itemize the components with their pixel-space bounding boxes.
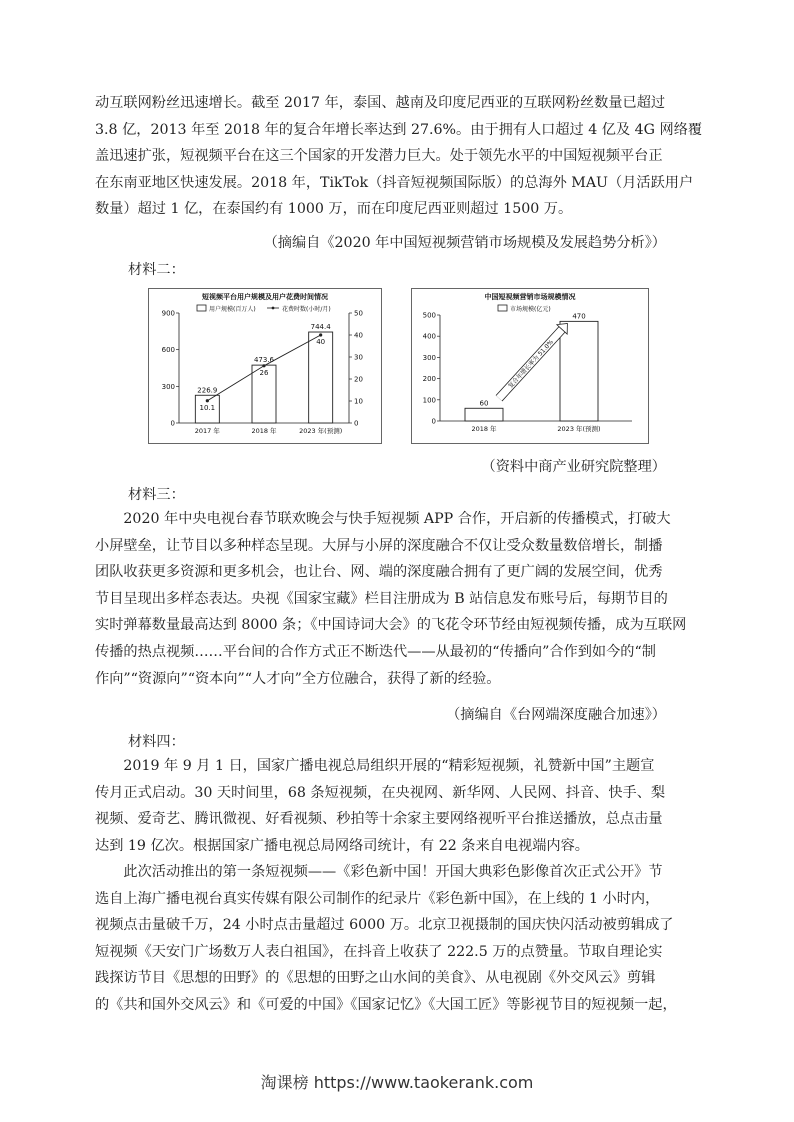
y-tick-label: 400 (422, 332, 436, 341)
legend-label-line: 花费时数(小时/月) (282, 306, 331, 313)
material4-paragraph-b (95, 859, 685, 1019)
legend-swatch-bar (197, 305, 206, 311)
x-tick-label: 2018 年 (471, 425, 497, 433)
left-tick-label: 0 (170, 419, 175, 428)
bar-value-label: 744.4 (310, 323, 331, 332)
y-tick-label: 0 (431, 417, 436, 426)
legend-swatch-bar (498, 305, 507, 311)
right-tick-label: 40 (354, 331, 363, 340)
y-tick-label: 100 (422, 396, 436, 405)
material4-line: 传月正式启动。30 天时间里，68 条短视频，在央视网、新华网、人民网、抖音、快手、梨 (95, 784, 666, 801)
material3-label: 材料三： (128, 487, 185, 503)
right-tick-label: 50 (354, 309, 363, 318)
material4-line: 达到 19 亿次。根据国家广播电视总局网络司统计，有 22 条来自电视端内容。 (95, 837, 589, 854)
intro-paragraph (95, 90, 703, 223)
x-tick-label: 2023 年(预测) (299, 427, 343, 435)
material3-line: 节目呈现出多样态表达。央视《国家宝藏》栏目注册成为 B 站信息发布账号后，每期节目的 (95, 590, 668, 607)
material4-line: 的《共和国外交风云》和《可爱的中国》《国家记忆》《大国工匠》等影视节目的短视频一起， (95, 996, 677, 1013)
chart-title: 短视频平台用户规模及用户花费时间情况 (202, 293, 328, 301)
bar (560, 321, 598, 421)
left-tick-label: 600 (161, 346, 175, 355)
left-tick-label: 900 (161, 309, 175, 318)
material3-line: 2020 年中央电视台春节联欢晚会与快手短视频 APP 合作，开启新的传播模式，打破大 (123, 511, 671, 527)
intro-line: 动互联网粉丝迅速增长。截至 2017 年，泰国、越南及印度尼西亚的互联网粉丝数量已超过 (95, 95, 666, 111)
material4-line: 此次活动推出的第一条短视频——《彩色新中国！开国大典彩色影像首次正式公开》节 (123, 864, 663, 880)
line-point (319, 333, 322, 336)
bar-value-label: 470 (572, 312, 586, 321)
bar-value-label: 226.9 (197, 386, 218, 395)
footer-watermark: 淘课榜 https://www.taokerank.com (260, 1073, 534, 1092)
material3-line: 传播的热点视频……平台间的合作方式正不断迭代——从最初的“传播向”合作到如今的“制 (95, 643, 656, 660)
material3-line: 团队收获更多资源和更多机会，也让台、网、端的深度融合拥有了更广阔的发展空间，优秀 (95, 564, 663, 581)
material2-source: （资料中商产业研究院整理） (481, 459, 666, 475)
right-tick-label: 10 (354, 397, 363, 406)
right-tick-label: 30 (354, 353, 363, 362)
material2-label: 材料二： (128, 262, 185, 278)
material3-paragraph (95, 506, 685, 692)
material4-line: 短视频《天安门广场数万人表白祖国》，在抖音上收获了 222.5 万的点赞量。节取自理论实 (95, 943, 663, 960)
material4-label: 材料四： (128, 734, 185, 750)
y-tick-label: 500 (422, 311, 436, 320)
intro-line: 盖迅速扩张，短视频平台在这三个国家的开发潜力巨大。处于领先水平的中国短视频平台正 (95, 148, 663, 165)
y-tick-label: 200 (422, 375, 436, 384)
intro-line: 3.8 亿，2013 年至 2018 年的复合年增长率达到 27.6%。由于拥有人口超过 4 亿及 4G 网络覆 (95, 121, 703, 138)
material4-line: 践探访节目《思想的田野》的《思想的田野之山水间的美食》、从电视剧《外交风云》剪辑 (95, 970, 656, 987)
intro-source: （摘编自《2020 年中国短视频营销市场规模及发展趋势分析》） (263, 235, 666, 251)
chart-user-scale (148, 288, 382, 444)
chart-market-scale-svg (412, 289, 648, 443)
legend-marker-line (272, 307, 275, 310)
legend-label-bar: 用户规模(百万人) (209, 306, 256, 313)
intro-line: 数量）超过 1 亿，在泰国约有 1000 万，而在印度尼西亚则超过 1500 万。 (95, 201, 573, 218)
material4-line: 视频点击量破千万，24 小时点击量超过 6000 万。北京卫视摄制的国庆快闪活动被剪辑成了 (95, 917, 674, 934)
material3-line: 实时弹幕数量最高达到 8000 条；《中国诗词大会》的飞花令环节经由短视频传播，成为互联网 (95, 617, 687, 634)
intro-line: 在东南亚地区快速发展。2018 年，TikTok（抖音短视频国际版）的总海外 MAU（月活跃用户 (95, 174, 694, 191)
line-point (206, 399, 209, 402)
growth-annotation: 复合年增长率为 51.0% (507, 338, 555, 390)
chart-user-scale-svg (149, 289, 381, 443)
material4-paragraph-a (95, 753, 685, 859)
right-tick-label: 0 (354, 419, 359, 428)
x-tick-label: 2018 年 (251, 427, 277, 435)
bar-value-label: 473.6 (253, 356, 275, 365)
line-value-label: 26 (259, 368, 269, 377)
left-tick-label: 300 (161, 382, 175, 391)
line-point (262, 364, 265, 367)
bar-value-label: 60 (479, 399, 489, 408)
y-tick-label: 300 (422, 353, 436, 362)
legend-label-bar: 市场规模(亿元) (510, 306, 551, 313)
chart-title: 中国短视频营销市场规模情况 (484, 293, 576, 301)
material4-line: 选自上海广播电视台真实传媒有限公司制作的纪录片《彩色新中国》，在上线的 1 小时内， (95, 890, 660, 907)
x-tick-label: 2017 年 (194, 427, 220, 435)
material3-source: （摘编自《台网端深度融合加速》） (446, 707, 666, 723)
chart-market-scale (411, 288, 649, 444)
line-value-label: 10.1 (199, 403, 216, 412)
material3-line: 小屏壁垒，让节目以多种样态呈现。大屏与小屏的深度融合不仅让受众数量数倍增长，制播 (95, 537, 663, 554)
material4-line: 2019 年 9 月 1 日，国家广播电视总局组织开展的“精彩短视频，礼赞新中国”主题宣 (123, 758, 655, 774)
bar (465, 408, 503, 421)
line-value-label: 40 (316, 338, 326, 346)
material3-line: 作向”“资源向”“资本向”“人才向”全方位融合，获得了新的经验。 (95, 670, 501, 687)
x-tick-label: 2023 年(预测) (557, 425, 601, 433)
right-tick-label: 20 (354, 375, 363, 384)
material4-line: 视频、爱奇艺、腾讯微视、好看视频、秒拍等十余家主要网络视听平台推送播放，总点击量 (95, 811, 663, 828)
